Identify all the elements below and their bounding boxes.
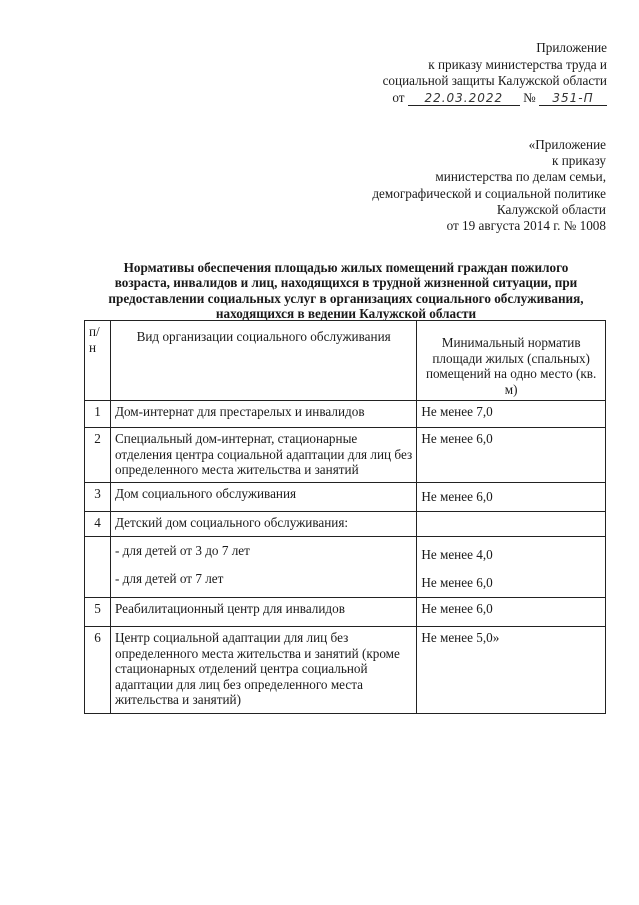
appendix-line-3: социальной защиты Калужской области (382, 73, 607, 88)
table-row (85, 627, 606, 714)
original-appendix-line-3: министерства по делам семьи, (435, 169, 606, 185)
title-line-4: находящихся в ведении Калужской области (215, 306, 477, 322)
table-row-subitems (85, 537, 606, 598)
original-appendix-line-1: «Приложение (528, 137, 606, 152)
handwritten-number: 351-П (539, 91, 607, 106)
header-num: п/н (85, 321, 111, 401)
original-appendix-header (372, 137, 606, 234)
row-num: 5 (85, 598, 111, 627)
document-title (86, 260, 606, 322)
appendix-line-1: Приложение (536, 40, 607, 55)
header-type: Вид организации социального обслуживания (110, 321, 416, 401)
row-type: Детский дом социального обслуживания: (110, 512, 416, 537)
row-num: 3 (85, 483, 111, 512)
table-row (85, 512, 606, 537)
row-type: Дом социального обслуживания (110, 483, 416, 512)
row-num: 4 (85, 512, 111, 537)
original-appendix-line-2: к приказу (552, 153, 606, 169)
norms-table (84, 320, 606, 714)
row-norm: Не менее 6,0 (417, 598, 606, 627)
subitem-age-3-7: - для детей от 3 до 7 лет (114, 543, 250, 558)
table-row (85, 483, 606, 512)
order-date-number-line (392, 90, 607, 107)
subitem-age-7: - для детей от 7 лет (114, 570, 224, 586)
table-row (85, 428, 606, 483)
from-label: от (392, 89, 405, 105)
header-norm: Минимальный норматив площади жилых (спальных) помещений на одно место (кв. м) (417, 321, 606, 401)
table-row (85, 598, 606, 627)
row-norm: Не менее 6,0 (417, 483, 606, 512)
original-appendix-line-4: демографической и социальной политике (372, 185, 606, 201)
subnorm-age-7: Не менее 6,0 (421, 574, 493, 590)
appendix-line-2: к приказу министерства труда и (428, 56, 607, 72)
title-line-1: Нормативы обеспечения площадью жилых помещений граждан пожилого (123, 260, 569, 275)
row-type: Дом-интернат для престарелых и инвалидов (110, 401, 416, 428)
row-norm: Не менее 6,0 (417, 428, 606, 483)
original-appendix-line-5: Калужской области (496, 201, 606, 217)
row-type: Специальный дом-интернат, стационарные отделения центра социальной адаптации для лиц без определенного места жительства и занятий (110, 428, 416, 483)
handwritten-date: 22.03.2022 (408, 91, 520, 106)
row-num: 1 (85, 401, 111, 428)
row-norm: Не менее 7,0 (417, 401, 606, 428)
number-label: № (523, 89, 536, 105)
row-type: Реабилитационный центр для инвалидов (110, 598, 416, 627)
row-num: 6 (85, 627, 111, 714)
row-num-empty (85, 537, 111, 598)
row-type: Центр социальной адаптации для лиц без определенного места жительства и занятий (кроме стационарных отделений центра социальной адаптации для лиц без определенного места жительства и занятий) (110, 627, 416, 714)
row-norm (417, 512, 606, 537)
row-subitems (110, 537, 416, 598)
table-header-row (85, 321, 606, 401)
original-appendix-line-6: от 19 августа 2014 г. № 1008 (446, 218, 606, 234)
appendix-header (383, 40, 607, 106)
title-line-2: возраста, инвалидов и лиц, находящихся в трудной жизненной ситуации, при (114, 275, 578, 291)
row-subnorms (417, 537, 606, 598)
row-norm: Не менее 5,0» (417, 627, 606, 714)
row-num: 2 (85, 428, 111, 483)
subnorm-age-3-7: Не менее 4,0 (421, 547, 493, 562)
title-line-3: предоставлении социальных услуг в организациях социального обслуживания, (108, 290, 584, 306)
table-row (85, 401, 606, 428)
